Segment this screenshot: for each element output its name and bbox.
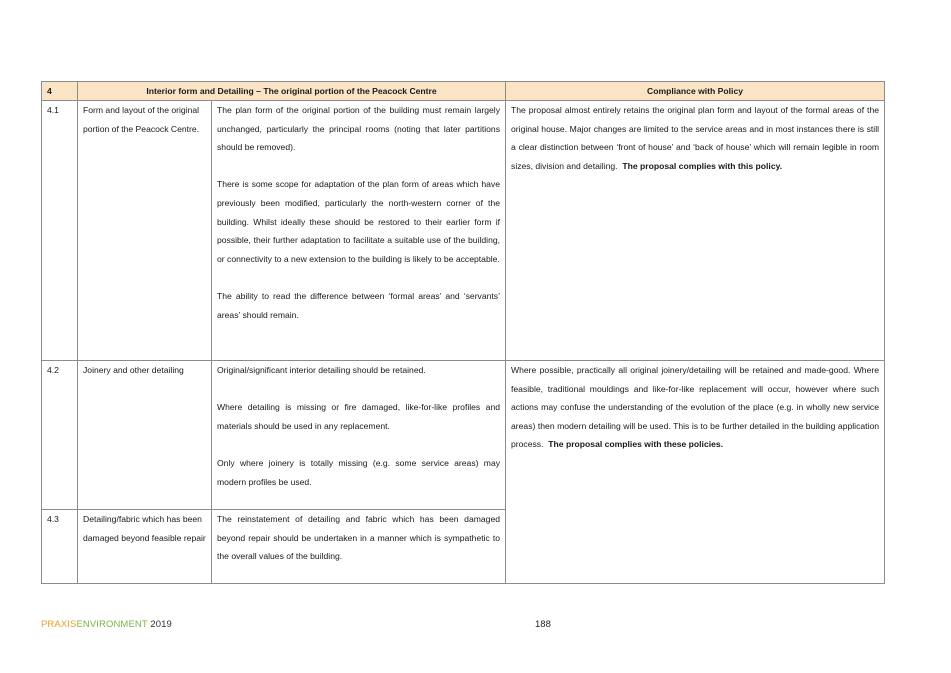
table-row xyxy=(42,101,885,361)
row-topic: Detailing/fabric which has been damaged beyond feasible repair xyxy=(78,510,212,584)
brand-praxis: PRAXIS xyxy=(41,619,77,630)
policy-paragraph: There is some scope for adaptation of the plan form of areas which have previously been modified, particularly the north-western corner of the building. Whilst ideally these should be restored to their earlier form if possible, their further adaptation to facilitate a suitable use of the building, or connectivity to a new extension to the building is likely to be acceptable. xyxy=(217,179,501,264)
policy-paragraph: The reinstatement of detailing and fabric which has been damaged beyond repair should be undertaken in a manner which is sympathetic to the overall values of the building. xyxy=(217,514,501,562)
compliance-text: Where possible, practically all original joinery/detailing will be retained and made-good. Where feasible, traditional mouldings and like-for-like replacement will occur, however where such actions may confuse the understanding of the evolution of the place (e.g. in wholly new service areas) then modern detailing will be used. This is to be further detailed in the building application process. xyxy=(511,365,880,450)
policy-table xyxy=(41,81,885,584)
table-row xyxy=(42,361,885,510)
page-number: 188 xyxy=(535,619,551,630)
policy-paragraph: Where detailing is missing or fire damaged, like-for-like profiles and materials should be used in any replacement. xyxy=(217,402,501,431)
row-number: 4.1 xyxy=(42,101,78,361)
compliance-verdict: The proposal complies with these policies. xyxy=(548,439,724,450)
section-title: Interior form and Detailing – The original portion of the Peacock Centre xyxy=(78,82,506,101)
compliance-verdict: The proposal complies with this policy. xyxy=(622,160,783,171)
policy-paragraph: Only where joinery is totally missing (e.g. some service areas) may modern profiles be used. xyxy=(217,457,501,487)
policy-paragraph: The ability to read the difference between ‘formal areas’ and ‘servants’ areas’ should remain. xyxy=(217,290,501,320)
row-compliance xyxy=(506,361,885,584)
row-policy xyxy=(212,510,506,584)
row-topic: Joinery and other detailing xyxy=(78,361,212,510)
row-policy xyxy=(212,361,506,510)
row-topic: Form and layout of the original portion of the Peacock Centre. xyxy=(78,101,212,361)
table-header-row xyxy=(42,82,885,101)
brand-environment: ENVIRONMENT xyxy=(76,619,148,630)
section-number: 4 xyxy=(42,82,78,101)
row-policy xyxy=(212,101,506,361)
row-number: 4.3 xyxy=(42,510,78,584)
policy-paragraph: Original/significant interior detailing should be retained. xyxy=(217,365,426,375)
compliance-text: The proposal almost entirely retains the original plan form and layout of the formal areas of the original house. Major changes are limited to the service areas and in most instances there is still a clear distinction between ‘front of house’ and ‘back of house’ which will remain legible in room sizes, division and detailing. xyxy=(511,105,880,171)
policy-paragraph: The plan form of the original portion of the building must remain largely unchanged, particularly the principal rooms (noting that later partitions should be removed). xyxy=(217,105,501,153)
row-number: 4.2 xyxy=(42,361,78,510)
row-compliance xyxy=(506,101,885,361)
footer-brand xyxy=(41,619,172,630)
footer-year: 2019 xyxy=(150,619,172,630)
compliance-header: Compliance with Policy xyxy=(506,82,885,101)
